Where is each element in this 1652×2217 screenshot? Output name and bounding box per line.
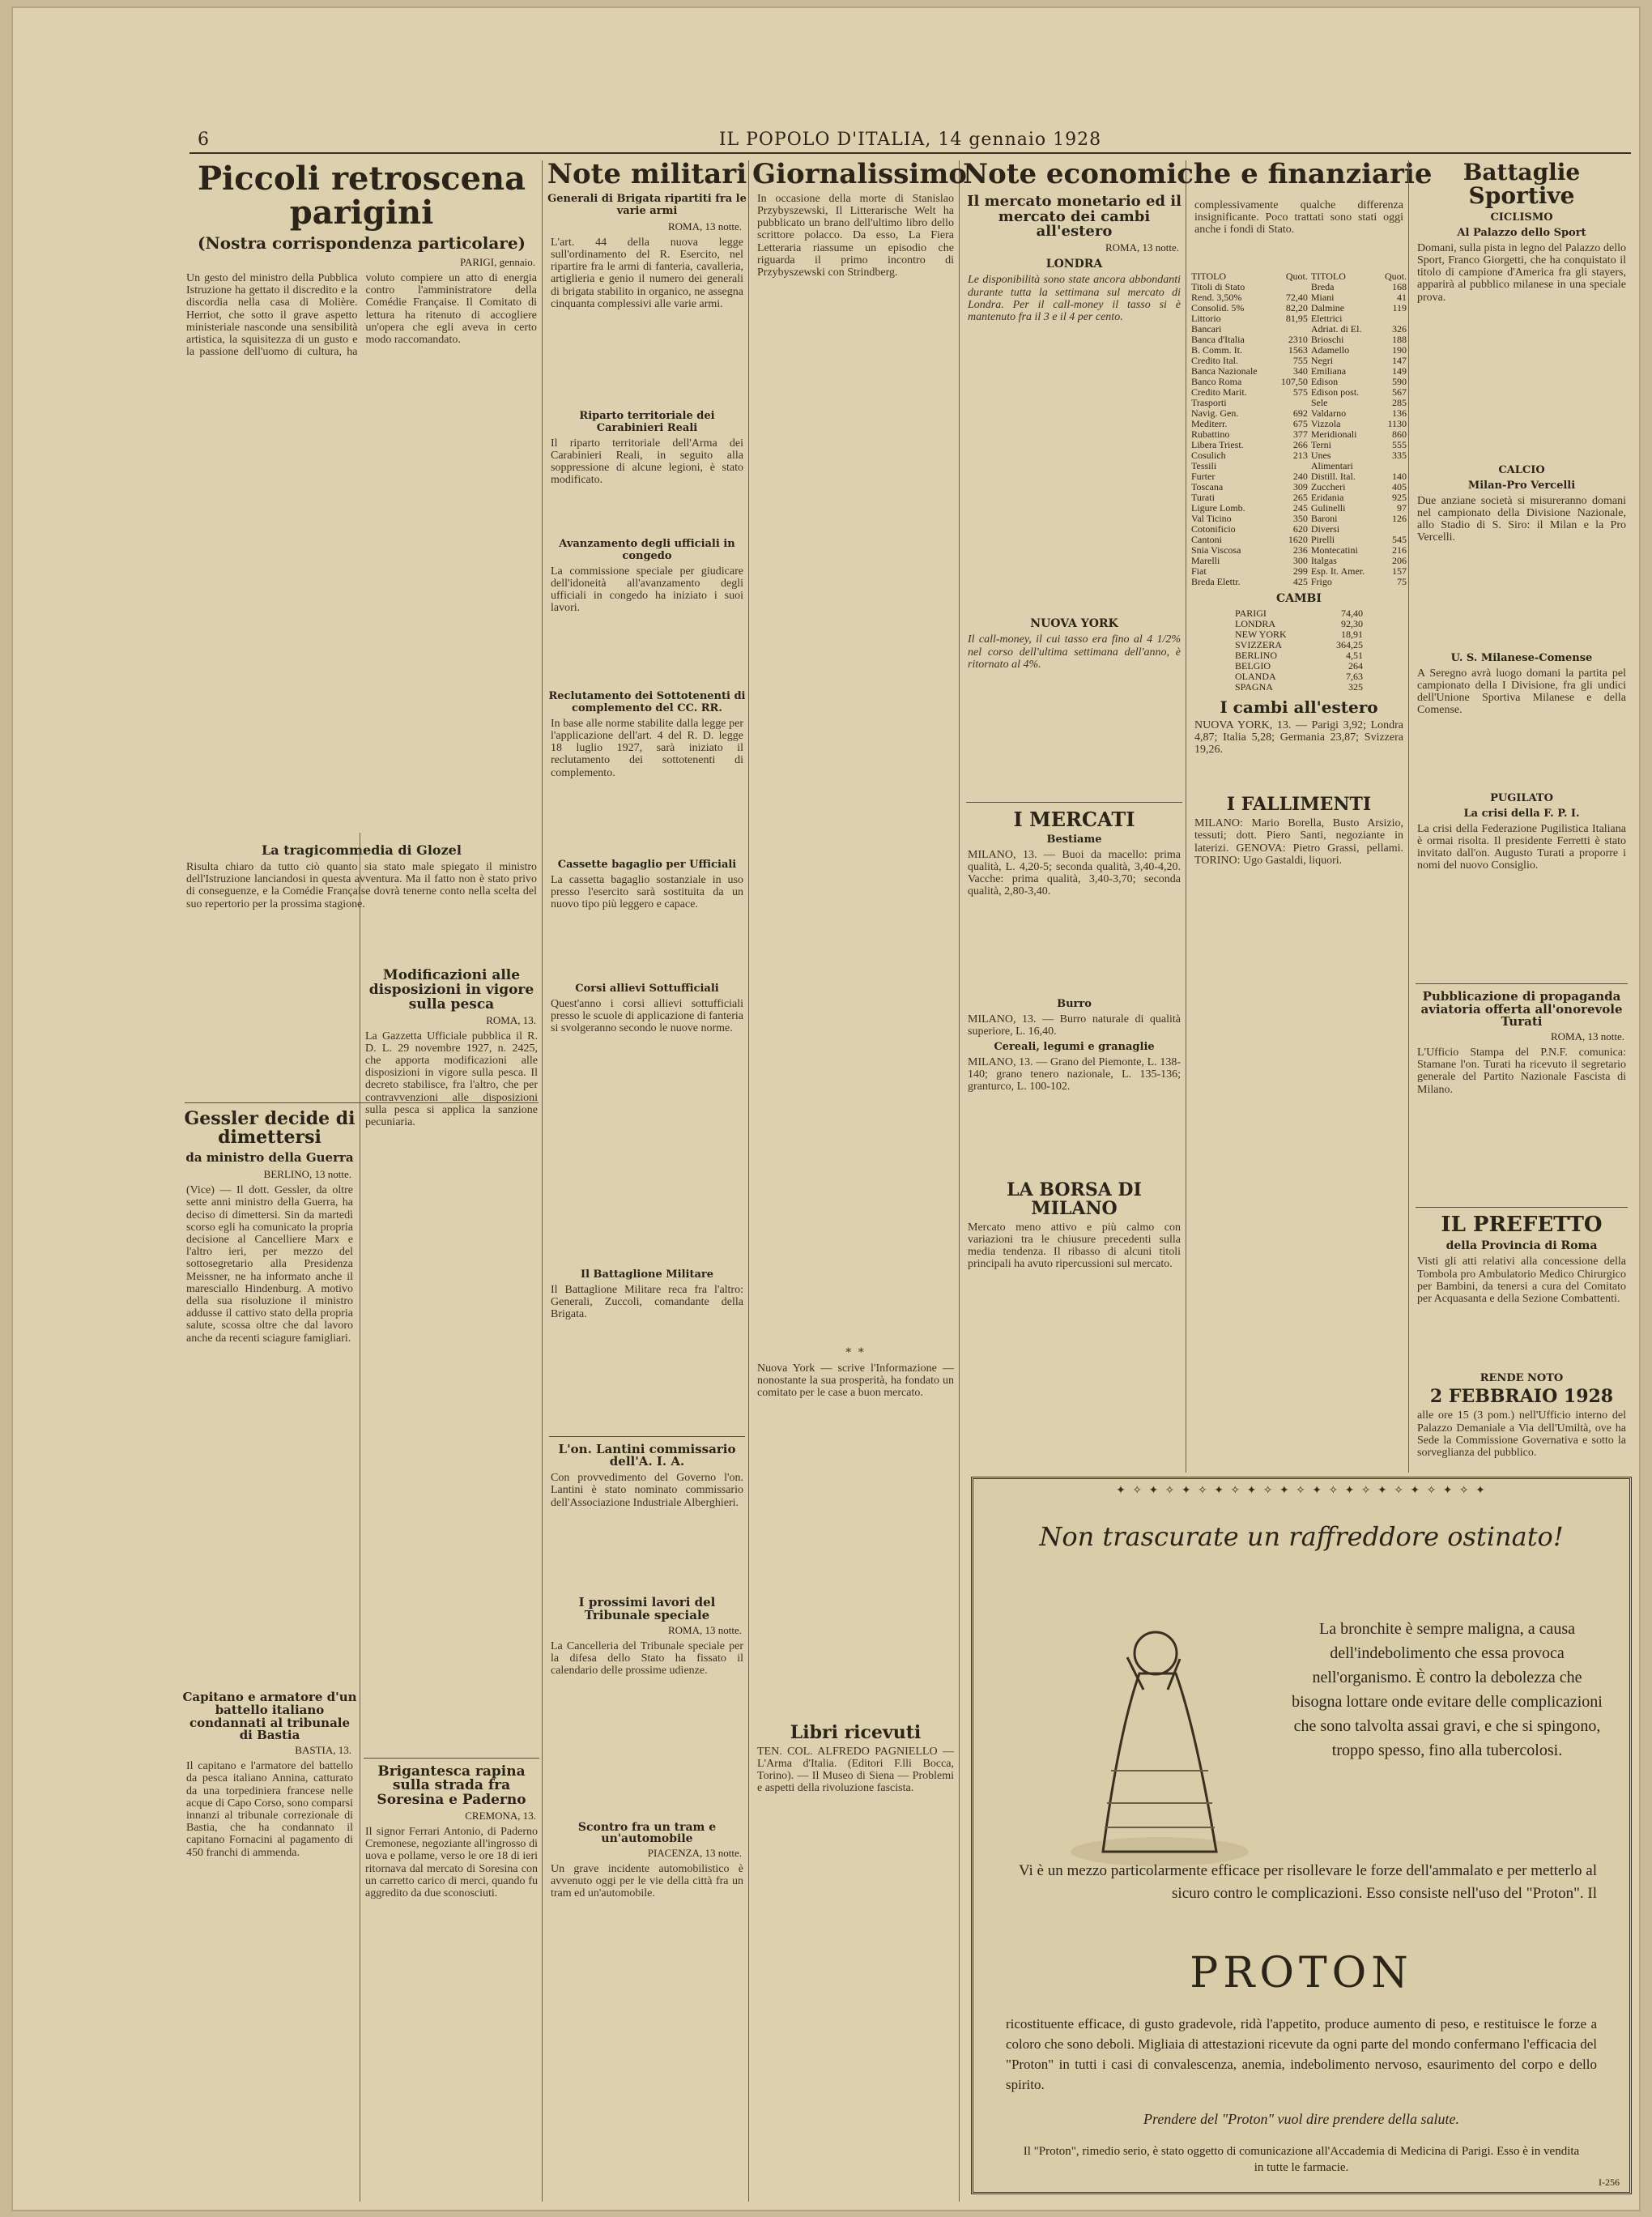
stock-name: Vizzola: [1310, 418, 1341, 429]
subhead: Reclutamento dei Sottotenenti di complemento del CC. RR.: [548, 689, 746, 714]
headline-note-economiche: Note economiche e finanziarie: [963, 158, 1433, 190]
article-body: Risulta chiaro da tutto ciò quanto sia stato male spiegato il ministro dell'Istruzione lanciandosi in questa avventura. Ma il fatto non è stato privo di conseguenze, e la Comédie Française dovrà tenerne conto nella scelta del suo repertorio per la prossima stagione.: [186, 861, 537, 910]
stock-price: 925: [1392, 492, 1407, 503]
headline-battaglie-sportive: Battaglie Sportive: [1463, 159, 1581, 210]
stock-name: Dalmine: [1310, 302, 1345, 313]
article-body: Nuova York — scrive l'Informazione — nonostante la sua prosperità, ha fondato un comitato per le case a buon mercato.: [757, 1362, 954, 1400]
stock-price: 335: [1392, 450, 1407, 461]
stock-name: Banco Roma: [1191, 376, 1242, 387]
stock-name: Ligure Lomb.: [1191, 502, 1245, 514]
ad-border-ornament: ✦ ✧ ✦ ✧ ✦ ✧ ✦ ✧ ✦ ✧ ✦ ✧ ✦ ✧ ✦ ✧ ✦ ✧ ✦ ✧ ✦ ✧ ✦: [1116, 1484, 1487, 1497]
ad-code: I-256: [1599, 2176, 1620, 2188]
stock-table-body: [1190, 282, 1408, 587]
stock-name: Unes: [1310, 450, 1331, 461]
exchange-rate: 364,25: [1336, 639, 1363, 650]
stock-name: Brioschi: [1310, 334, 1344, 345]
stock-price: 300: [1292, 555, 1308, 566]
stock-name: Edison post.: [1310, 386, 1360, 398]
stock-price: 425: [1292, 576, 1308, 587]
article-body: La crisi della Federazione Pugilistica Italiana è ormai risolta. Il presidente Ferretti è stato invitato dall'on. Augusto Turati a proporre i nomi del nuovo Consiglio.: [1417, 822, 1626, 872]
article-body: La commissione speciale per giudicare dell'idoneità all'avanzamento degli ufficiali in congedo ha iniziato i suoi lavori.: [551, 565, 743, 615]
stock-name: Esp. It. Amer.: [1310, 565, 1365, 577]
dateline: ROMA, 13 notte.: [668, 1623, 742, 1636]
stock-name: Libera Triest.: [1191, 439, 1244, 450]
stock-name: Rubattino: [1191, 428, 1230, 440]
dateline: ROMA, 13 notte.: [1551, 1030, 1624, 1043]
subhead-palazzo: Al Palazzo dello Sport: [1457, 226, 1586, 239]
stock-name: Adamello: [1310, 344, 1350, 356]
stock-name: Adriat. di El.: [1310, 323, 1362, 335]
exchange-rate: 4,51: [1346, 650, 1363, 661]
exchange-rate: 325: [1348, 681, 1363, 693]
article-body: La cassetta bagaglio sostanziale in uso presso l'esercito sarà sostituita da un nuovo tipo più leggero e capace.: [551, 873, 743, 911]
stock-price: 755: [1292, 355, 1308, 366]
stock-price: 245: [1292, 502, 1308, 514]
table-header: TITOLO: [1310, 271, 1346, 282]
article-body: Mercato meno attivo e più calmo con variazioni tra le chiusure precedenti sulla media tendenza. Il ribasso di alcuni titoli principali ha avuto ripercussioni sul mercato.: [968, 1221, 1181, 1271]
stock-name: Pirelli: [1310, 534, 1335, 545]
article-body: Il call-money, il cui tasso era fino al 4 1/2% nel corso dell'ultima settimana dell'anno, è ritornato al 4%.: [968, 633, 1181, 671]
table-row: [1190, 313, 1408, 324]
stock-name: Terni: [1310, 439, 1331, 450]
divider: [1416, 1207, 1628, 1208]
dateline: CREMONA, 13.: [465, 1810, 536, 1823]
subhead-mercato-monetario: Il mercato monetario ed il mercato dei cambi all'estero: [967, 192, 1182, 241]
column-2: [360, 833, 543, 2202]
article-body: NUOVA YORK, 13. — Parigi 3,92; Londra 4,87; Italia 5,28; Germania 23,87; Svizzera 19,26.: [1194, 719, 1403, 757]
table-row: [1233, 682, 1365, 693]
page-header: [189, 128, 1631, 154]
subhead-corrispondenza: (Nostra corrispondenza particolare): [198, 233, 526, 253]
subhead: Generali di Brigata ripartiti fra le varie armi: [547, 192, 747, 217]
stock-name: Distill. Ital.: [1310, 471, 1356, 482]
stock-price: 126: [1392, 513, 1407, 524]
stock-price: 119: [1392, 302, 1407, 313]
subhead-provincia: della Provincia di Roma: [1446, 1239, 1598, 1253]
stock-price: 567: [1392, 386, 1407, 398]
stock-name: Rend. 3,50%: [1191, 292, 1242, 303]
table-header: TITOLO: [1191, 271, 1227, 282]
stock-price: 350: [1292, 513, 1308, 524]
ad-text-bronchite: La bronchite è sempre maligna, a causa dell'indebolimento che essa provoca nell'organismo. È contro la debolezza che bisogna lottare onde evitare delle complicazioni che sono talvolta assai gravi, e che si spingono, troppo spesso, fino alla tubercolosi.: [1292, 1620, 1603, 1759]
column-6: [1190, 160, 1409, 1473]
article-body: Il Battaglione Militare reca fra l'altro: Generali, Zuccoli, comandante della Brigata.: [551, 1283, 743, 1321]
headline-pubblicazione: Pubblicazione di propaganda aviatoria offerta all'onorevole Turati: [1420, 988, 1623, 1030]
subhead: Avanzamento degli ufficiali in congedo: [559, 537, 735, 562]
exchange-city: LONDRA: [1235, 618, 1275, 629]
article-body: L'Ufficio Stampa del P.N.F. comunica: Stamane l'on. Turati ha ricevuto il segretario generale del Partito Nazionale Fascista di Milano.: [1417, 1047, 1626, 1096]
headline-data: 2 FEBBRAIO 1928: [1429, 1386, 1614, 1408]
dateline: PARIGI, gennaio.: [459, 256, 535, 268]
headline-gessler: Gessler decide di dimettersi: [184, 1108, 356, 1149]
headline-rapina: Brigantesca rapina sulla strada fra Soresina e Paderno: [377, 1763, 526, 1809]
exchange-rate: 74,40: [1341, 608, 1363, 619]
stock-price: 545: [1392, 534, 1407, 545]
exchange-rate: 7,63: [1346, 671, 1363, 682]
stock-name: Fiat: [1191, 565, 1207, 577]
stock-name: Valdarno: [1310, 407, 1347, 419]
stock-name: Alimentari: [1310, 460, 1353, 471]
stock-name: Banca Nazionale: [1191, 365, 1258, 377]
exchange-city: SPAGNA: [1235, 681, 1273, 693]
stock-name: Bancari: [1191, 323, 1222, 335]
stock-name: Italgas: [1310, 555, 1337, 566]
stock-price: 240: [1292, 471, 1308, 482]
article-body: complessivamente qualche differenza insignificante. Poco trattati sono stati oggi anche i fondi di Stato.: [1194, 199, 1403, 237]
stock-price: 75: [1397, 576, 1407, 587]
stock-name: Turati: [1191, 492, 1215, 503]
stock-price: 575: [1292, 386, 1308, 398]
stock-name: Tessili: [1191, 460, 1217, 471]
article-body: (Vice) — Il dott. Gessler, da oltre sette anni ministro della Guerra, ha deciso di dimettersi. Sin da martedì scorso egli ha comunicato la propria decisione al Cancelliere Marx e l'altro ieri, per mezzo del sottosegretario alla Presidenza Meissner, ne ha informato anche il maresciallo Hindenburg. A motivo della sua risoluzione il ministro addusse il cattivo stato della propria salute, scossa oltre che dal lavoro anche da recenti sciagure famigliari.: [186, 1184, 353, 1345]
article-body: Il riparto territoriale dell'Arma dei Carabinieri Reali, in seguito alla soppressione di alcune legioni, è stato modificato.: [551, 437, 743, 487]
headline-giornalissimo: Giornalissimo: [752, 158, 967, 190]
table-row: [1190, 450, 1408, 461]
stock-name: Breda Elettr.: [1191, 576, 1241, 587]
subhead: Riparto territoriale dei Carabinieri Reali: [579, 409, 715, 434]
stock-name: Cantoni: [1191, 534, 1222, 545]
stock-name: Cotonificio: [1191, 523, 1236, 535]
newspaper-masthead: IL POPOLO D'ITALIA, 14 gennaio 1928: [718, 130, 1102, 150]
subhead-cereali: Cereali, legumi e granaglie: [994, 1040, 1155, 1053]
article-body: La Gazzetta Ufficiale pubblica il R. D. L. 29 novembre 1927, n. 2425, che apporta modificazioni alle disposizioni in vigore sulla pesca. Il decreto stabilisce, fra l'altro, che per contravvenzioni alle disposizioni sulla pesca si applica la sanzione pecuniaria.: [365, 1030, 538, 1128]
stock-price: 1130: [1387, 418, 1407, 429]
ad-brand-name: PROTON: [1190, 1949, 1413, 1997]
article-body: Quest'anno i corsi allievi sottufficiali presso le scuole di applicazione di fanteria si svolgeranno secondo le nuove norme.: [551, 997, 743, 1035]
stock-name: Montecatini: [1310, 544, 1358, 556]
proton-advertisement: [971, 1477, 1632, 2194]
stock-name: Marelli: [1191, 555, 1220, 566]
subhead-calcio: CALCIO: [1498, 463, 1545, 476]
stock-name: Sele: [1310, 397, 1328, 408]
stock-name: Toscana: [1191, 481, 1224, 492]
stock-price: 41: [1397, 292, 1407, 303]
stock-price: 340: [1292, 365, 1308, 377]
page-number: 6: [198, 130, 209, 150]
stock-name: Eridania: [1310, 492, 1344, 503]
divider: [549, 1436, 745, 1437]
article-body: Il capitano e l'armatore del battello da pesca italiano Annina, catturato da una torpediniera francese nelle acque di Capo Corso, sono comparsi innanzi al tribunale correzionale di Bastia, che ha condannato il capitano Fornacini al pagamento di 450 franchi di ammenda.: [186, 1760, 353, 1859]
ad-text-mezzo: Vi è un mezzo particolarmente efficace per risollevare le forze dell'ammalato e per metterlo al sicuro contro le complicazioni. Esso consiste nell'uso del "Proton". Il: [1018, 1862, 1597, 1902]
stock-price: 82,20: [1285, 302, 1308, 313]
subhead-nuova-york: NUOVA YORK: [1030, 617, 1118, 631]
article-body: alle ore 15 (3 pom.) nell'Ufficio interno del Palazzo Demaniale a Via dell'Umiltà, ove ha Sede la Commissione Governativa e sotto la sorveglianza del pubblico.: [1417, 1409, 1626, 1460]
stock-price: 1620: [1288, 534, 1308, 545]
headline-prefetto: IL PREFETTO: [1441, 1213, 1603, 1238]
stock-price: 190: [1392, 344, 1407, 356]
exchange-rate: 18,91: [1341, 629, 1363, 640]
subhead-burro: Burro: [1057, 997, 1092, 1010]
stock-name: Emiliana: [1310, 365, 1347, 377]
stock-price: 213: [1292, 450, 1308, 461]
stock-name: Credito Ital.: [1191, 355, 1238, 366]
stock-name: Littorio: [1191, 313, 1221, 324]
article-body: TEN. COL. ALFREDO PAGNIELLO — L'Arma d'Italia. (Editori F.lli Bocca, Torino). — Il Museo di Siena — Problemi e aspetti della rivoluzione fascista.: [757, 1745, 954, 1795]
divider: [966, 802, 1182, 803]
subhead-bestiame: Bestiame: [1046, 833, 1102, 846]
table-header: Quot.: [1285, 271, 1308, 282]
stock-price: 405: [1392, 481, 1407, 492]
stock-price: 188: [1392, 334, 1407, 345]
stock-name: Navig. Gen.: [1191, 407, 1239, 419]
subhead-pugilato: PUGILATO: [1490, 791, 1553, 804]
subhead-milanese: U. S. Milanese-Comense: [1450, 651, 1593, 664]
stock-price: 236: [1292, 544, 1308, 556]
subhead-cambi: CAMBI: [1276, 592, 1322, 605]
stock-name: Edison: [1310, 376, 1339, 387]
stock-name: Frigo: [1310, 576, 1332, 587]
headline-libri: Libri ricevuti: [790, 1721, 922, 1743]
stock-price: 72,40: [1285, 292, 1308, 303]
stock-table: [1190, 271, 1408, 587]
article-body: In base alle norme stabilite dalla legge per l'applicazione dell'art. 4 del R. D. legge 18 luglio 1927, sarà iniziato il reclutamento dei sottotenenti di complemento.: [551, 717, 743, 779]
stock-price: 2310: [1288, 334, 1308, 345]
dateline: BERLINO, 13 notte.: [263, 1168, 351, 1181]
stock-name: Diversi: [1310, 523, 1340, 535]
dateline: ROMA, 13 notte.: [668, 220, 742, 232]
stock-price: 157: [1392, 565, 1407, 577]
separator-asterisks: * *: [845, 1345, 866, 1359]
stock-name: Consolid. 5%: [1191, 302, 1245, 313]
stock-name: Meridionali: [1310, 428, 1357, 440]
stock-price: 136: [1392, 407, 1407, 419]
ad-footer-text: Il "Proton", rimedio serio, è stato oggetto di comunicazione all'Accademia di Medicina di Parigi. Esso è in vendita in tutte le farmacie.: [1023, 2145, 1580, 2174]
headline-fallimenti: I FALLIMENTI: [1226, 794, 1372, 815]
exchange-city: PARIGI: [1235, 608, 1267, 619]
stock-name: Negri: [1310, 355, 1334, 366]
headline-scontro: Scontro fra un tram e un'automobile: [577, 1820, 717, 1846]
headline-bastia: Capitano e armatore d'un battello italiano condannati al tribunale di Bastia: [182, 1690, 357, 1743]
stock-name: Miani: [1310, 292, 1335, 303]
woman-coughing-illustration: [1046, 1609, 1257, 1876]
subhead: Il Battaglione Militare: [580, 1268, 714, 1281]
stock-name: Titoli di Stato: [1191, 281, 1245, 292]
ad-text-ricostituente: ricostituente efficace, di gusto gradevole, ridà l'appetito, produce aumento di peso, e restituisce le forze a coloro che sono deboli. Migliaia di attestazioni ricevute da ogni parte del mondo confermano l'efficacia del "Proton" in tutti i casi di convalescenza, anemia, indebolimento nervoso, esaurimento del corpo e dello spirito.: [1006, 2016, 1597, 2092]
stock-price: 590: [1392, 376, 1407, 387]
stock-price: 206: [1392, 555, 1407, 566]
stock-name: Mediterr.: [1191, 418, 1228, 429]
stock-price: 149: [1392, 365, 1407, 377]
subhead-rende-noto: RENDE NOTO: [1480, 1372, 1564, 1385]
stock-price: 140: [1392, 471, 1407, 482]
stock-price: 620: [1292, 523, 1308, 535]
dateline: BASTIA, 13.: [295, 1744, 351, 1757]
stock-price: 377: [1292, 428, 1308, 440]
stock-price: 860: [1392, 428, 1407, 440]
stock-price: 168: [1392, 281, 1407, 292]
subhead-crisi: La crisi della F. P. I.: [1463, 807, 1580, 820]
stock-price: 326: [1392, 323, 1407, 335]
article-body: Due anziane società si misureranno domani nel campionato della Divisione Nazionale, allo Stadio di S. Siro: il Milan e la Pro Vercelli.: [1417, 494, 1626, 544]
subhead-ciclismo: CICLISMO: [1490, 211, 1553, 224]
headline-note-militari: Note militari: [547, 158, 747, 190]
article-body: MILANO, 13. — Grano del Piemonte, L. 138-140; grano tenero nazionale, L. 135-136; granturco, L. 100-102.: [968, 1055, 1181, 1093]
table-header: Quot.: [1385, 271, 1407, 282]
stock-name: Zuccheri: [1310, 481, 1346, 492]
stock-name: Banca d'Italia: [1191, 334, 1245, 345]
article-body: Domani, sulla pista in legno del Palazzo dello Sport, Franco Giorgetti, che ha conquistato il titolo di campione d'America fra gli stayers, apparirà al pubblico milanese in una speciale prova.: [1417, 241, 1626, 304]
stock-price: 555: [1392, 439, 1407, 450]
article-gessler: [181, 1110, 358, 2071]
article-body: Un gesto del ministro della Pubblica Istruzione ha gettato il discredito e la discordia nella casa di Molière. Herriot, che sotto il grave aspetto ministeriale nasconde una sensibilità artistica, la squisitezza di un gusto e la passione dell'uomo di cultura, ha voluto compiere un atto di energia contro l'amministratore della Comédie Française. Il Comitato di lettura ha ritenuto di accogliere un'opera che egli aveva in certo modo raccomandato.: [186, 272, 537, 359]
dateline: ROMA, 13.: [486, 1013, 536, 1026]
stock-name: B. Comm. It.: [1191, 344, 1243, 356]
exchange-city: OLANDA: [1235, 671, 1276, 682]
article-body: Il signor Ferrari Antonio, di Paderno Cremonese, negoziante all'ingrosso di uova e pollame, verso le ore 18 di ieri ritornava dal mercato di Soresina con un carretto carico di merci, quando fu aggredito da due sconosciuti.: [365, 1826, 538, 1900]
article-body: MILANO, 13. — Buoi da macello: prima qualità, L. 4,20-5; seconda qualità, 3,40-4,20. Vacche: prima qualità, 3,40-3,70; seconda qualità, 2,80-3,40.: [968, 848, 1181, 898]
subhead: Cassette bagaglio per Ufficiali: [557, 858, 737, 871]
stock-name: Credito Marit.: [1191, 386, 1247, 398]
stock-name: Elettrici: [1310, 313, 1343, 324]
stock-price: 692: [1292, 407, 1308, 419]
headline-mercati: I MERCATI: [1013, 808, 1135, 832]
ad-title: Non trascurate un raffreddore ostinato!: [1039, 1521, 1564, 1552]
headline-lantini: L'on. Lantini commissario dell'A. I. A.: [558, 1441, 736, 1469]
article-body: Con provvedimento del Governo l'on. Lantini è stato nominato commissario dell'Associazione Industriale Alberghieri.: [551, 1472, 743, 1509]
newspaper-page: [11, 6, 1641, 2211]
article-body: Visti gli atti relativi alla concessione della Tombola pro Ambulatorio Medico Chirurgico per Bambini, da tenersi a cura del Comitato per Acquasanta e della Sezione Combattenti.: [1417, 1256, 1626, 1305]
headline-parigini: Piccoli retroscena parigini: [197, 160, 526, 232]
article-body: L'art. 44 della nuova legge sull'ordinamento del R. Esercito, nel ripartire fra le armi di fanteria, cavalleria, artiglieria e genio il numero dei generali di brigata stabilito in organico, ne assegna cinquanta complessivi alle varie armi.: [551, 236, 743, 310]
exchange-city: BELGIO: [1235, 660, 1271, 671]
subhead-gessler: da ministro della Guerra: [185, 1150, 354, 1166]
stock-price: 107,50: [1280, 376, 1308, 387]
subhead: Corsi allievi Sottufficiali: [575, 982, 719, 995]
exchange-rate: 264: [1348, 660, 1363, 671]
column-3: [546, 160, 749, 2202]
divider: [1416, 983, 1628, 984]
subhead-glozel: La tragicommedia di Glozel: [262, 842, 462, 858]
subhead-milan: Milan-Pro Vercelli: [1467, 479, 1576, 492]
stock-price: 299: [1292, 565, 1308, 577]
stock-name: Gulinelli: [1310, 502, 1346, 514]
article-body: MILANO: Mario Borella, Busto Arsizio, tessuti; dott. Piero Santi, negoziante in laterizi. GENOVA: Pietro Grassi, pellami. TORINO: Ugo Gastaldi, liquori.: [1194, 817, 1403, 867]
stock-name: Baroni: [1310, 513, 1338, 524]
headline-pesca: Modificazioni alle disposizioni in vigore sulla pesca: [368, 967, 534, 1013]
exchange-table: [1233, 608, 1365, 693]
dateline: ROMA, 13 notte.: [1105, 241, 1179, 254]
stock-price: 266: [1292, 439, 1308, 450]
stock-price: 81,95: [1285, 313, 1308, 324]
stock-name: Breda: [1310, 281, 1335, 292]
headline-tribunale: I prossimi lavori del Tribunale speciale: [578, 1595, 716, 1622]
stock-price: 147: [1392, 355, 1407, 366]
stock-name: Cosulich: [1191, 450, 1226, 461]
stock-name: Snia Viscosa: [1191, 544, 1241, 556]
headline-cambi-estero: I cambi all'estero: [1220, 697, 1378, 717]
stock-name: Trasporti: [1191, 397, 1227, 408]
divider: [364, 1758, 539, 1759]
table-row: [1190, 577, 1408, 587]
article-body: Un grave incidente automobilistico è avvenuto oggi per le vie della città fra un tram ed un'automobile.: [551, 1863, 743, 1900]
stock-price: 1563: [1288, 344, 1308, 356]
stock-price: 97: [1397, 502, 1407, 514]
stock-name: Val Ticino: [1191, 513, 1232, 524]
subhead-londra: LONDRA: [1045, 258, 1103, 271]
exchange-city: NEW YORK: [1235, 629, 1287, 640]
exchange-rate: 92,30: [1341, 618, 1363, 629]
stock-price: 675: [1292, 418, 1308, 429]
stock-price: 285: [1392, 397, 1407, 408]
stock-price: 309: [1292, 481, 1308, 492]
headline-borsa: LA BORSA DI MILANO: [1007, 1179, 1142, 1219]
article-body: In occasione della morte di Stanislao Przybyszewski, Il Litterarische Welt ha pubblicato un brano dell'ultimo libro dello scrittore polacco. Da esso, La Fiera Letteraria riassume un episodio che riguarda il primo incontro di Przybyszewski con Strindberg.: [757, 192, 954, 279]
stock-price: 216: [1392, 544, 1407, 556]
column-4: [752, 158, 967, 2202]
stock-price: 265: [1292, 492, 1308, 503]
exchange-city: BERLINO: [1235, 650, 1277, 661]
exchange-table-body: [1233, 608, 1365, 693]
article-body: Le disponibilità sono state ancora abbondanti durante tutta la settimana sul mercato di Londra. Per il call-money il tasso si è mantenuto fra il 3 e il 4 per cento.: [968, 274, 1181, 323]
article-body: La Cancelleria del Tribunale speciale per la difesa dello Stato ha fissato il calendario delle prossime udienze.: [551, 1639, 743, 1678]
exchange-city: SVIZZERA: [1235, 639, 1282, 650]
stock-name: Furter: [1191, 471, 1216, 482]
article-body: A Seregno avrà luogo domani la partita pel campionato della I Divisione, fra gli undici dell'Unione Sportiva Milanese e della Comense.: [1417, 667, 1626, 717]
dateline: PIACENZA, 13 notte.: [647, 1847, 742, 1860]
article-body: MILANO, 13. — Burro naturale di qualità superiore, L. 16,40.: [968, 1013, 1181, 1038]
ad-slogan: Prendere del "Proton" vuol dire prendere della salute.: [1143, 2111, 1460, 2127]
